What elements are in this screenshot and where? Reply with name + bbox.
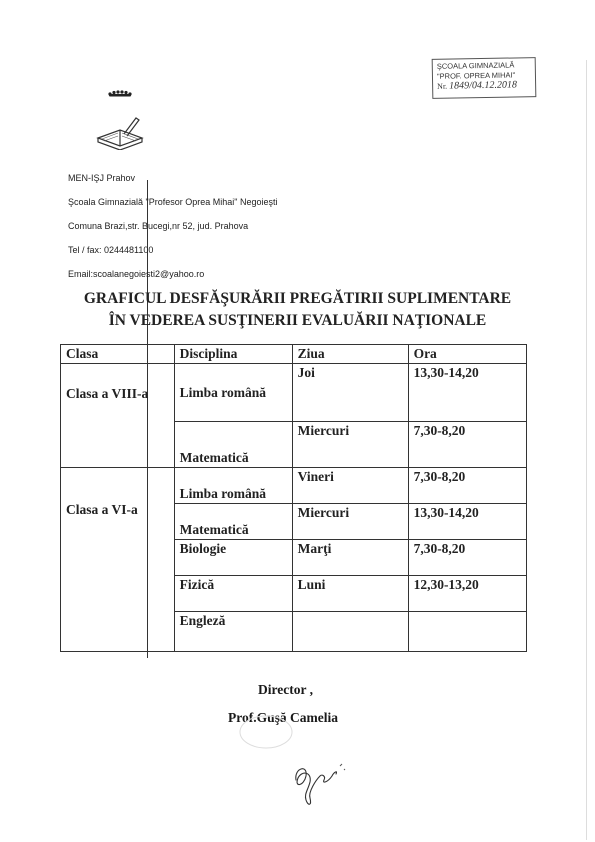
handwritten-signature xyxy=(286,750,356,820)
cell-clasa: Clasa a VI-a xyxy=(61,468,175,652)
director-role: Director , xyxy=(258,682,313,697)
header-ministry: MEN-IŞJ Prahov xyxy=(68,173,136,183)
cell-ziua: Luni xyxy=(292,576,408,612)
director-name: Prof.Guşă Camelia xyxy=(228,710,338,725)
school-logo-icon xyxy=(90,88,150,150)
col-header-ora: Ora xyxy=(408,345,526,364)
cell-ora xyxy=(408,612,526,652)
school-header xyxy=(68,166,277,286)
cell-disciplina: Engleză xyxy=(174,612,292,652)
scan-edge-line xyxy=(586,60,587,840)
table-row xyxy=(61,468,527,504)
registration-stamp xyxy=(432,57,537,99)
cell-ziua: Vineri xyxy=(292,468,408,504)
stamp-school-line: ŞCOALA GIMNAZIALĂ xyxy=(436,60,515,71)
cell-disciplina: Matematică xyxy=(174,422,292,468)
cell-ziua: Miercuri xyxy=(292,504,408,540)
col-header-disciplina: Disciplina xyxy=(174,345,292,364)
stamp-nr-label: Nr. xyxy=(437,81,448,91)
stamp-nr-value: 1849/04.12.2018 xyxy=(449,79,518,92)
cell-ora: 13,30-14,20 xyxy=(408,504,526,540)
stamp-prof-line: "PROF. OPREA MIHAI" xyxy=(436,70,516,81)
faint-seal-mark xyxy=(236,712,296,752)
header-phone: Tel / fax: 0244481100 xyxy=(68,245,154,255)
col-header-ziua: Ziua xyxy=(292,345,408,364)
cell-clasa: Clasa a VIII-a xyxy=(61,364,175,468)
cell-ora: 7,30-8,20 xyxy=(408,468,526,504)
cell-ora: 7,30-8,20 xyxy=(408,540,526,576)
header-email: Email:scoalanegoiesti2@yahoo.ro xyxy=(68,269,205,279)
cell-disciplina: Limba română xyxy=(174,468,292,504)
header-address: Comuna Brazi,str. Bucegi,nr 52, jud. Prahova xyxy=(68,221,249,231)
cell-disciplina: Fizică xyxy=(174,576,292,612)
table-header-row xyxy=(61,345,527,364)
cell-ziua: Joi xyxy=(292,364,408,422)
cell-ora: 13,30-14,20 xyxy=(408,364,526,422)
cell-disciplina: Matematică xyxy=(174,504,292,540)
cell-ora: 7,30-8,20 xyxy=(408,422,526,468)
stamp-number-line xyxy=(437,80,531,92)
cell-ziua xyxy=(292,612,408,652)
header-school-name: Şcoala Gimnazială "Profesor Oprea Mihai" Negoieşti xyxy=(68,197,278,207)
table-row xyxy=(61,364,527,422)
document-title-line2: ÎN VEDEREA SUSŢINERII EVALUĂRII NAŢIONALE xyxy=(108,312,487,329)
document-title-line1: GRAFICUL DESFĂŞURĂRII PREGĂTIRII SUPLIMENTARE xyxy=(83,290,512,307)
cell-ora: 12,30-13,20 xyxy=(408,576,526,612)
cell-disciplina: Biologie xyxy=(174,540,292,576)
cell-ziua: Marţi xyxy=(292,540,408,576)
schedule-table xyxy=(60,344,527,652)
cell-disciplina: Limba română xyxy=(174,364,292,422)
col-header-clasa: Clasa xyxy=(61,345,175,364)
cell-ziua: Miercuri xyxy=(292,422,408,468)
